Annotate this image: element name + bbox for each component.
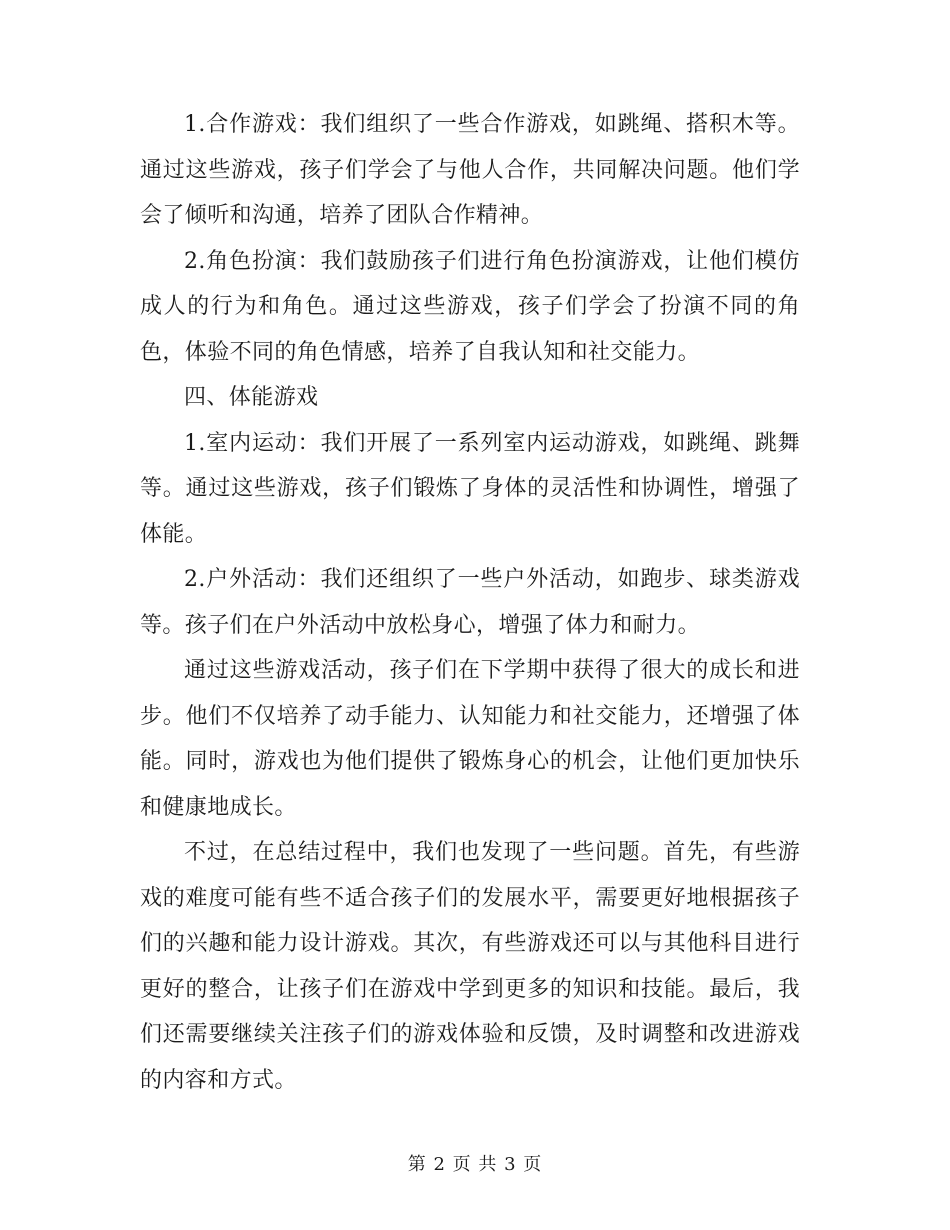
paragraph-issues: 不过，在总结过程中，我们也发现了一些问题。首先，有些游戏的难度可能有些不适合孩子们的发展水平，需要更好地根据孩子们的兴趣和能力设计游戏。其次，有些游戏还可以与其他科目进行更好的整合，让孩子们在游戏中学到更多的知识和技能。最后，我们还需要继续关注孩子们的游戏体验和反馈，及时调整和改进游戏的内容和方式。: [140, 840, 800, 1093]
page-number-footer: 第 2 页 共 3 页: [407, 1154, 543, 1175]
paragraph-indoor-sports: 1.室内运动：我们开展了一系列室内运动游戏，如跳绳、跳舞等。通过这些游戏，孩子们锻炼了身体的灵活性和协调性，增强了体能。: [140, 430, 800, 547]
paragraph-cooperative-games: 1.合作游戏：我们组织了一些合作游戏，如跳绳、搭积木等。通过这些游戏，孩子们学会了与他人合作，共同解决问题。他们学会了倾听和沟通，培养了团队合作精神。: [140, 112, 800, 228]
section-heading-physical-games: 四、体能游戏: [184, 385, 319, 410]
paragraph-outdoor-activities: 2.户外活动：我们还组织了一些户外活动，如跑步、球类游戏等。孩子们在户外活动中放松身心，增强了体力和耐力。: [140, 567, 800, 638]
paragraph-summary: 通过这些游戏活动，孩子们在下学期中获得了很大的成长和进步。他们不仅培养了动手能力、认知能力和社交能力，还增强了体能。同时，游戏也为他们提供了锻炼身心的机会，让他们更加快乐和健康地成长。: [140, 658, 800, 820]
paragraph-role-play: 2.角色扮演：我们鼓励孩子们进行角色扮演游戏，让他们模仿成人的行为和角色。通过这些游戏，孩子们学会了扮演不同的角色，体验不同的角色情感，培养了自我认知和社交能力。: [140, 248, 800, 365]
document-body: [140, 102, 800, 1103]
